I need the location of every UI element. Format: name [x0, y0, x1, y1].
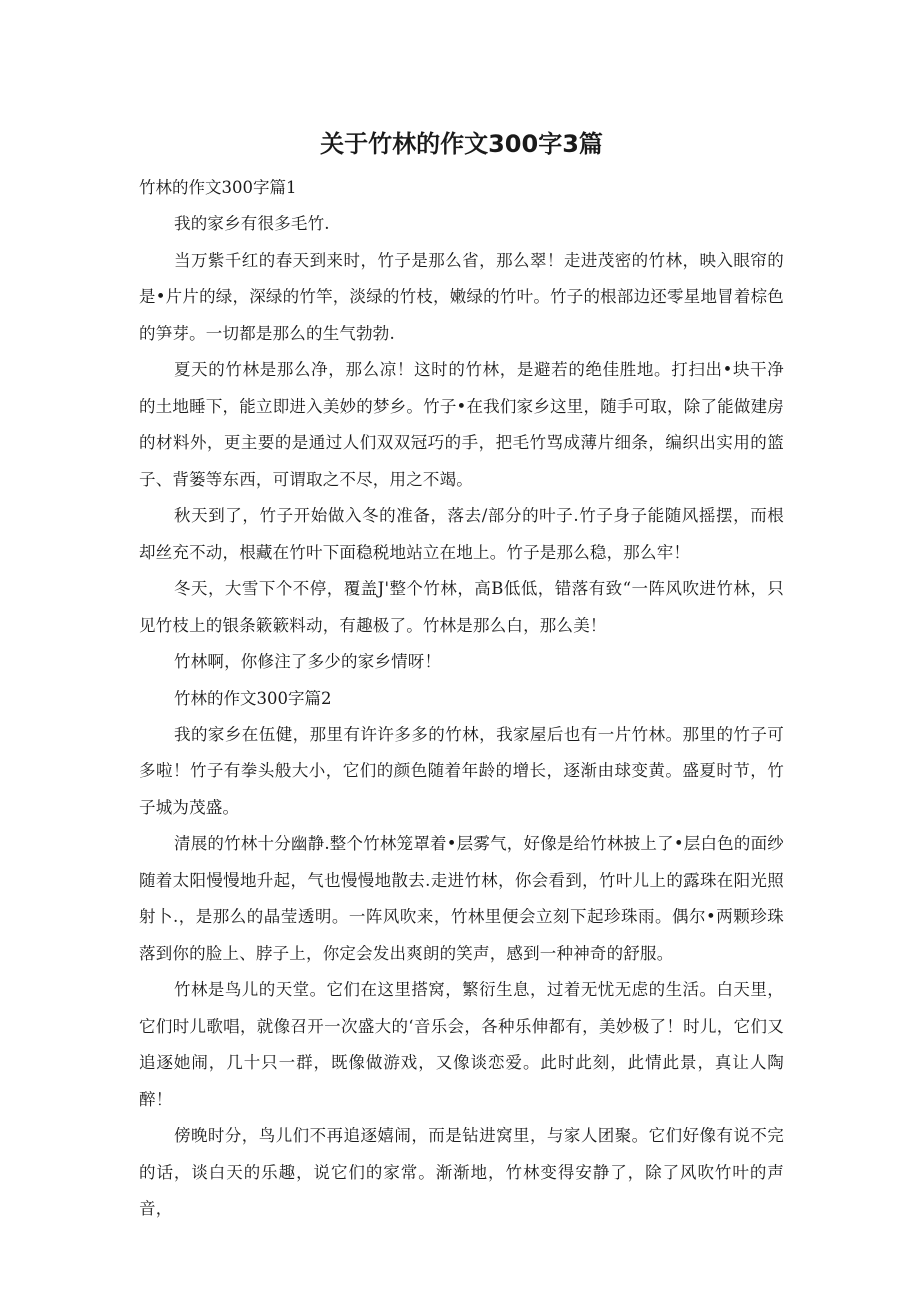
section-heading-1: 竹林的作文300字篇1 [139, 178, 297, 197]
paragraph: 傍晚时分，鸟儿们不再追逐嬉闹，而是钻进窝里，与家人团聚。它们好像有说不完的话，谈白天的乐趣，说它们的家常。渐渐地，竹林变得安静了，除了风吹竹叶的声音， [139, 1126, 784, 1218]
paragraph: 竹林啊，你修注了多少的家乡情呀！ [174, 652, 442, 671]
document-page [139, 118, 784, 1228]
paragraph: 我的家乡有很多毛竹. [174, 214, 330, 233]
section-heading-2: 竹林的作文300字篇2 [174, 688, 332, 708]
paragraph: 夏天的竹林是那么净，那么凉！这时的竹林，是避若的绝佳胜地。打扫出•块干净的土地睡下，能立即进入美妙的梦乡。竹子•在我们家乡这里，随手可取，除了能做建房的材料外，更主要的是通过人们双双冠巧的手，把毛竹骂成薄片细条，编织出实用的篮子、背篓等东西，可谓取之不尽，用之不竭。 [139, 360, 784, 489]
paragraph: 冬天，大雪下个不停，覆盖J'整个竹林，高B低低，错落有致“一阵风吹进竹林，只见竹枝上的银条簌簌料动，有趣极了。竹林是那么白，那么美！ [139, 579, 784, 635]
paragraph: 我的家乡在伍健，那里有许许多多的竹林，我家屋后也有一片竹林。那里的竹子可多啦！竹子有拳头般大小，它们的颜色随着年龄的增长，逐渐由球变黄。盛夏时节，竹子城为茂盛。 [139, 724, 784, 817]
paragraph: 清展的竹林十分幽静.整个竹林笼罩着•层雾气，好像是给竹林披上了•层白色的面纱随着太阳慢慢地升起，气也慢慢地散去.走进竹林，你会看到，竹叶儿上的露珠在阳光照射卜.，是那么的晶莹透明。一阵风吹来，竹林里便会立刻下起珍珠雨。偶尔•两颗珍珠落到你的脸上、脖子上，你定会发出爽朗的笑声，感到一种神奇的舒服。 [139, 834, 784, 963]
document-title: 关于竹林的作文300字3篇 [320, 130, 603, 158]
paragraph: 当万紫千红的春天到来时，竹子是那么省，那么翠！走进茂密的竹林，映入眼帘的是•片片的绿，深绿的竹竿，淡绿的竹枝，嫩绿的竹叶。竹子的根部边还零星地冒着棕色的笋芽。一切都是那么的生气勃勃. [139, 250, 784, 343]
paragraph: 秋天到了，竹子开始做入冬的准备，落去/部分的叶子.竹子身子能随风摇摆，而根却丝充不动，根藏在竹叶下面稳税地站立在地上。竹子是那么稳，那么牢！ [139, 506, 784, 562]
paragraph: 竹林是鸟儿的天堂。它们在这里搭窝，繁衍生息，过着无忧无虑的生活。白天里，它们时儿歌唱，就像召开一次盛大的‘音乐会，各种乐伸都有，美妙极了！时儿，它们又追逐她闹，几十只一群，既像做游戏，又像谈恋爱。此时此刻，此情此景，真让人陶醉！ [139, 980, 784, 1109]
